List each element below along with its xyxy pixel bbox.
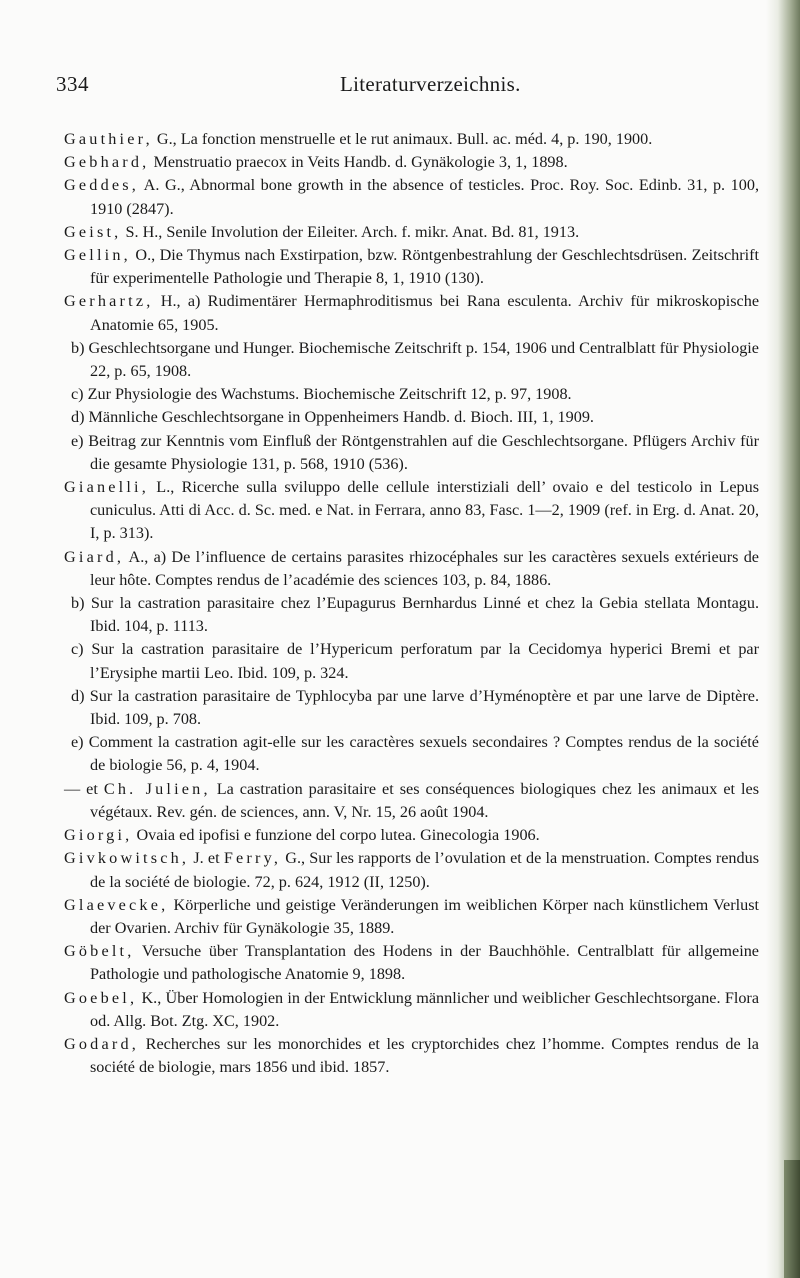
entry-author: Gauthier, — [64, 130, 153, 148]
entry-text: G., La fonction menstruelle et le rut animaux. Bull. ac. méd. 4, p. 190, 1900. — [152, 130, 653, 148]
entry-author: Geist, — [64, 222, 122, 241]
entry-author: Giard, — [64, 547, 125, 566]
bibliography-subentry — [71, 430, 759, 476]
entry-author: Göbelt, — [64, 942, 135, 961]
entry-author: Geddes, — [64, 176, 139, 195]
entry-text: b) Geschlechtsorgane und Hunger. Biochemische Zeitschrift p. 154, 1906 und Centralblatt für Physiologie 22, p. 65, 1908. — [71, 338, 759, 381]
entry-text: e) Comment la castration agit-elle sur les caractères sexuels secondaires ? Comptes rendus de la société de biologie 56, p. 4, 1904. — [71, 733, 759, 775]
bibliography-entry — [64, 847, 760, 893]
bibliography-entry — [64, 221, 759, 244]
entry-text: Menstruatio praecox in Veits Handb. d. Gynäkologie 3, 1, 1898. — [149, 153, 568, 172]
entry-text: J. et — [189, 849, 224, 868]
bibliography-entry — [64, 128, 759, 151]
bibliography-subentry — [71, 592, 759, 638]
entry-author: Glaevecke, — [64, 895, 169, 914]
entry-author: Ch. Julien, — [103, 779, 211, 798]
bibliography-subentry — [71, 383, 759, 406]
bibliography-entry — [64, 824, 759, 847]
entry-text: S. H., Senile Involution der Eileiter. Arch. f. mikr. Anat. Bd. 81, 1913. — [121, 222, 580, 241]
entry-text: O., Die Thymus nach Exstirpation, bzw. Röntgenbestrahlung der Geschlechtsdrüsen. Zeitschrift für experimentelle Pathologie und Therapie 8, 1, 1910 (130). — [90, 246, 759, 288]
entry-author: Godard, — [64, 1034, 139, 1053]
entry-text: Ovaia ed ipofisi e funzione del corpo lutea. Ginecologia 1906. — [132, 826, 540, 845]
entry-text: A., a) De l’influence de certains parasites rhizocéphales sur les caractères sexuels extérieurs de leur hôte. Comptes rendus de l’académie des sciences 103, p. 84, 1886. — [90, 547, 759, 589]
entry-text: H., a) Rudimentärer Hermaphroditismus bei Rana esculenta. Archiv für mikroskopische Anatomie 65, 1905. — [90, 292, 759, 334]
entry-text: Körperliche und geistige Veränderungen im weiblichen Körper nach künstlichem Verlust der Ovarien. Archiv für Gynäkologie 35, 1889. — [90, 895, 759, 937]
bibliography-list — [64, 128, 759, 1079]
entry-text: e) Beitrag zur Kenntnis vom Einfluß der Röntgenstrahlen auf die Geschlechtsorgane. Pflügers Archiv für die gesamte Physiologie 131, p. 568, 1910 (536). — [71, 431, 759, 473]
page-header — [56, 72, 756, 108]
bibliography-entry — [64, 476, 759, 546]
entry-text: K., Über Homologien in der Entwicklung männlicher und weiblicher Geschlechtsorgane. Flora od. Allg. Bot. Ztg. XC, 1902. — [90, 988, 759, 1030]
entry-text: L., Ricerche sulla sviluppo delle cellule interstiziali dell’ ovaio e del testicolo in Lepus cuniculus. Atti di Acc. d. Sc. med. e Nat. in Ferrara, anno 83, Fasc. 1—2, 1909 (ref. in Erg. d. Anat. 20, I, p. 313). — [90, 478, 759, 543]
entry-text: d) Sur la castration parasitaire de Typhlocyba par une larve d’Hyménoptère et par une larve de Diptère. Ibid. 109, p. 708. — [71, 686, 759, 729]
bibliography-subentry — [71, 685, 759, 731]
page-corner-shadow — [784, 1160, 800, 1278]
bibliography-entry — [64, 1033, 759, 1079]
entry-author: Goebel, — [64, 988, 138, 1007]
entry-text: b) Sur la castration parasitaire chez l’Eupagurus Bernhardus Linné et chez la Gebia stellata Montagu. Ibid. 104, p. 1113. — [71, 594, 759, 636]
bibliography-entry — [64, 244, 759, 290]
entry-prefix: — et — [64, 779, 104, 798]
bibliography-entry — [64, 894, 759, 940]
bibliography-subentry — [71, 337, 759, 383]
entry-text: Versuche über Transplantation des Hodens in der Bauchhöhle. Centralblatt für allgemeine Pathologie und pathologische Anatomie 9, 1898. — [90, 942, 759, 984]
bibliography-entry — [64, 940, 759, 986]
entry-author: Gellin, — [64, 246, 131, 265]
entry-text: La castration parasitaire et ses conséquences biologiques chez les animaux et les végétaux. Rev. gén. de sciences, ann. V, Nr. 15, 26 août 1904. — [90, 779, 759, 821]
page-edge-shadow — [766, 0, 800, 1278]
entry-text: c) Zur Physiologie des Wachstums. Biochemische Zeitschrift 12, p. 97, 1908. — [71, 385, 572, 404]
entry-author: Gerhartz, — [64, 292, 154, 311]
entry-text: A. G., Abnormal bone growth in the absence of testicles. Proc. Roy. Soc. Edinb. 31, p. 100, 1910 (2847). — [90, 176, 759, 218]
entry-text: d) Männliche Geschlechtsorgane in Oppenheimers Handb. d. Bioch. III, 1, 1909. — [71, 408, 594, 427]
bibliography-entry — [64, 151, 759, 174]
bibliography-entry — [64, 546, 759, 592]
entry-author: Gebhard, — [64, 153, 150, 172]
bibliography-subentry — [71, 731, 759, 777]
entry-author: Giorgi, — [64, 826, 133, 845]
entry-text: G., Sur les rapports de l’ovulation et de la menstruation. Comptes rendus de la société de biologie. 72, p. 624, 1912 (II, 1250). — [90, 849, 760, 891]
entry-author: Gianelli, — [64, 478, 149, 497]
entry-text: Recherches sur les monorchides et les cryptorchides chez l’homme. Comptes rendus de la société de biologie, mars 1856 und ibid. 1857. — [90, 1034, 759, 1077]
running-title: Literaturverzeichnis. — [340, 72, 521, 96]
bibliography-entry — [64, 987, 759, 1033]
entry-text: c) Sur la castration parasitaire de l’Hypericum perforatum par la Cecidomya hyperici Bremi et par l’Erysiphe martii Leo. Ibid. 109, p. 324. — [71, 640, 759, 682]
bibliography-subentry — [71, 406, 759, 429]
entry-author: Ferry, — [223, 849, 282, 868]
page-number: 334 — [56, 72, 89, 96]
entry-author: Givkowitsch, — [64, 849, 190, 868]
bibliography-subentry — [71, 638, 759, 684]
bibliography-entry — [64, 290, 759, 336]
bibliography-entry — [64, 778, 759, 824]
bibliography-entry — [64, 174, 759, 220]
